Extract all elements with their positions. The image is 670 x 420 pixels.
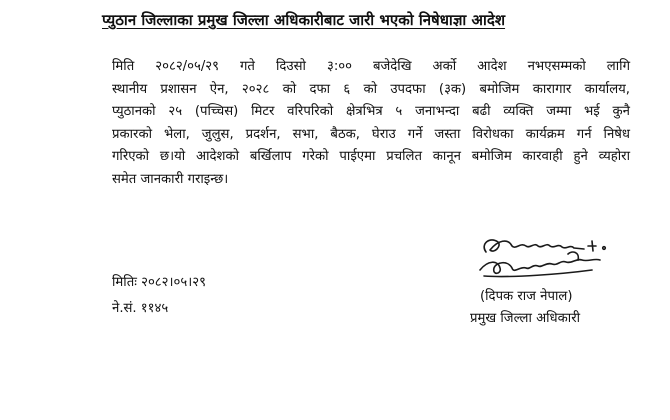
signatory-title: प्रमुख जिल्ला अधिकारी (470, 311, 581, 326)
body-line-1: मिति २०८२/०५/२९ गते दिउसो ३:०० बजेदेखि अर्को आदेश नभएसम्मको लागि (112, 59, 630, 74)
body-line-5: गरिएको छ।यो आदेशको बर्खिलाप गरेको पाईएमा प्रचलित कानून बमोजिम कारवाही हुने व्यहोरा (112, 149, 630, 164)
body-line-3: प्युठानको २५ (पच्चिस) मिटर वरिपरिको क्षेत्रभित्र ५ जनाभन्दा बढी व्यक्ति जम्मा भई कुनै (112, 104, 630, 119)
body-line-4: प्रकारको भेला, जुलुस, प्रदर्शन, सभा, बैठक, घेराउ गर्ने जस्ता विरोधका कार्यक्रम गर्न निषेध (112, 126, 630, 142)
body-line-2: स्थानीय प्रशासन ऐन, २०२८ को दफा ६ को उपदफा (३क) बमोजिम कारागार कार्यालय, (112, 81, 630, 97)
document-title: प्युठान जिल्लाका प्रमुख जिल्ला अधिकारीबाट जारी भएको निषेधाज्ञा आदेश (102, 11, 506, 29)
footer-dates (112, 270, 206, 322)
handwritten-signature (472, 230, 622, 282)
issue-date: मितिः २०८२।०५।२९ (112, 275, 206, 290)
nepal-sambat-year: ने.सं. ११४५ (112, 301, 169, 316)
notice-body (112, 56, 630, 191)
signatory-name: (दिपक राज नेपाल) (480, 289, 573, 304)
body-line-6: समेत जानकारी गराइन्छ। (112, 171, 229, 187)
